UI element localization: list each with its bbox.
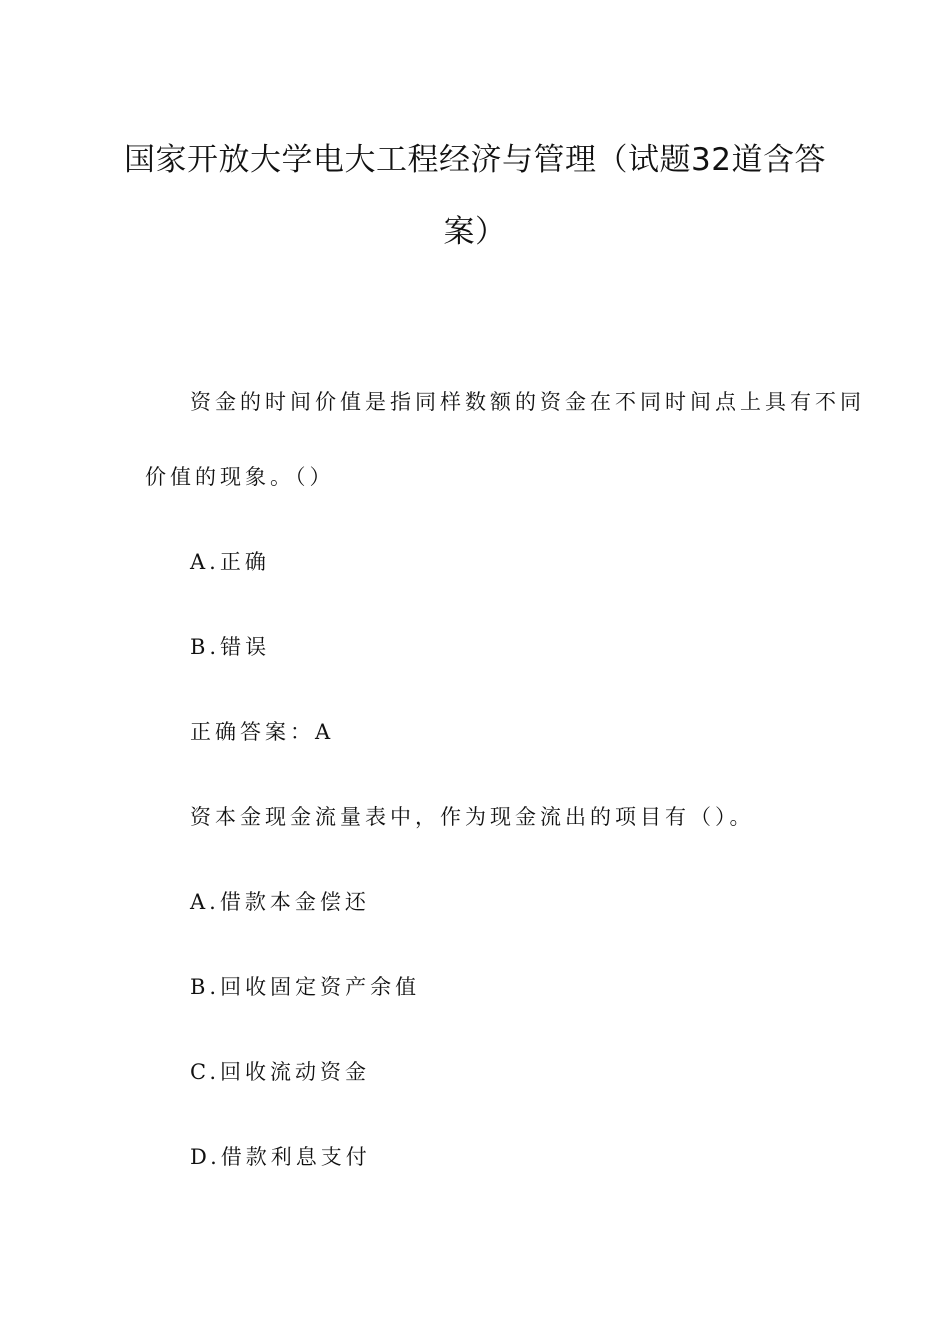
question-1-option-b: B.错误 xyxy=(190,635,271,659)
question-2-option-a: A.借款本金偿还 xyxy=(190,890,370,914)
question-2-option-b: B.回收固定资产余值 xyxy=(190,975,421,999)
question-1-answer: 正确答案：A xyxy=(190,720,335,744)
question-1-stem-line-1: 资金的时间价值是指同样数额的资金在不同时间点上具有不同 xyxy=(190,390,865,414)
question-2-stem: 资本金现金流量表中，作为现金流出的项目有（）。 xyxy=(190,805,755,829)
title-line-1: 国家开放大学电大工程经济与管理（试题32道含答 xyxy=(124,142,826,178)
question-2-option-c: C.回收流动资金 xyxy=(190,1060,370,1084)
question-2-option-d: D.借款利息支付 xyxy=(190,1145,371,1169)
question-1-option-a: A.正确 xyxy=(190,550,270,574)
title-line-2: 案） xyxy=(443,214,507,250)
question-1-stem-line-2: 价值的现象。（） xyxy=(145,465,335,489)
